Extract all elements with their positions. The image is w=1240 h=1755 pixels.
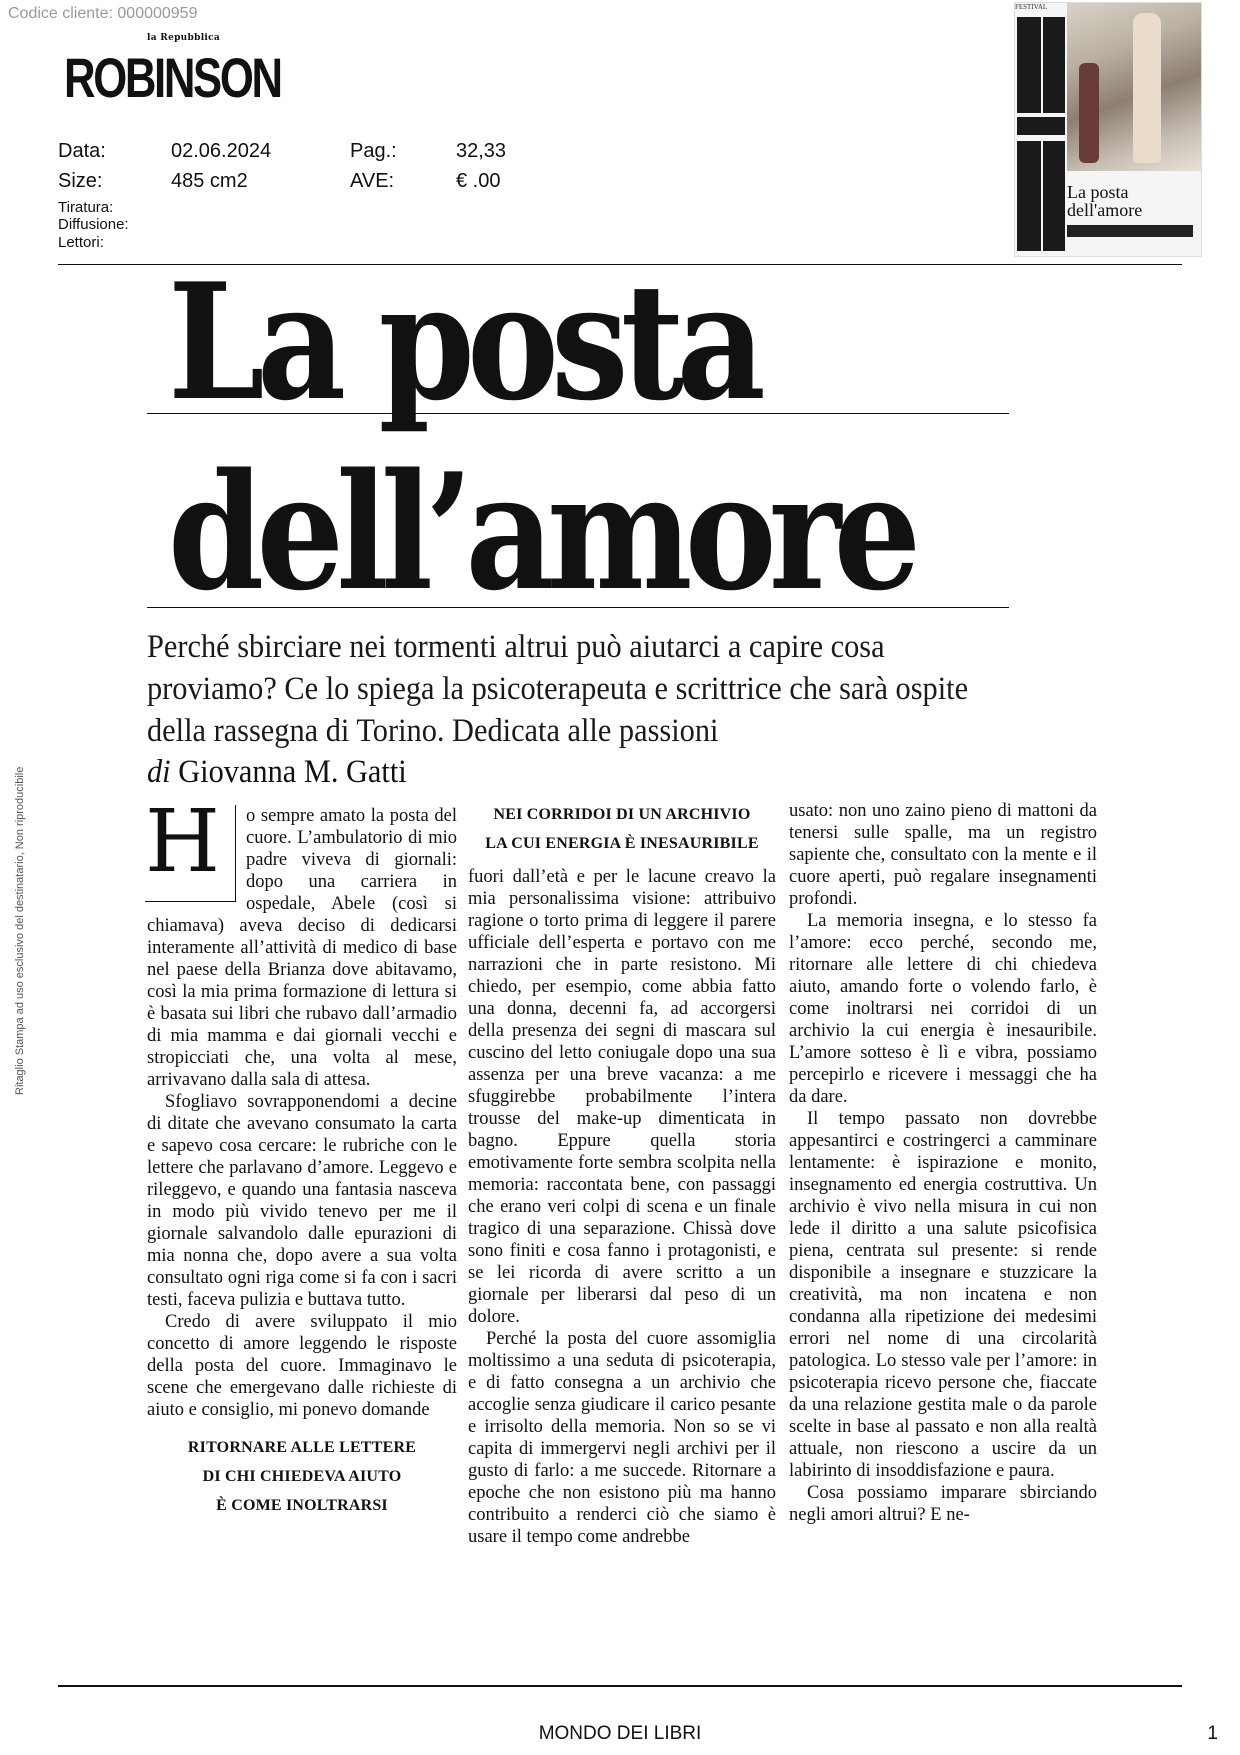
thumbnail-figure: [1079, 63, 1099, 163]
paragraph: Sfogliavo sovrapponendomi a decine di ditate che avevano consumato la carta e sapevo cosa cercare: le rubriche con le lettere che parlavano d’amore. Leggevo e rileggevo, e quando una fantasia nasceva in modo più vivido tenevo per me il giornale salvandolo dalle epurazioni di mia nonna che, dopo avere a sua volta consultato ogni riga come si fa con i sacri testi, faceva pulizia e buttava tutto.: [147, 1092, 457, 1310]
pag-value: 32,33: [456, 140, 507, 162]
article-subtitle: Perché sbirciare nei tormenti altrui può aiutarci a capire cosa proviamo? Ce lo spiega la psicoterapeuta e scrittrice che sarà ospite della rassegna di Torino. Dedicata alle passioni: [147, 629, 969, 749]
article-column-2: [468, 800, 776, 1548]
footer-rule: [58, 1685, 1182, 1687]
thumbnail-subtitle-bar: [1067, 225, 1193, 237]
paragraph: Cosa possiamo imparare sbirciando negli amori altrui? E ne-: [789, 1483, 1097, 1525]
paragraph: H o sempre amato la posta del cuore. L’ambulatorio di mio padre viveva di giornali: dopo una carriera in ospedale, Abele (così si chiamava) aveva deciso di dedicarsi interamente all’attività di medico di base nel paese della Brianza dove abitavamo, così la mia prima formazione di lettura si è basata sui libri che rubavo dall’armadio di mia mamma e dai giornali vecchi e stropicciati che, una volta al mese, arrivavano dalla sala di attesa.: [145, 792, 457, 1090]
paragraph: La memoria insegna, e lo stesso fa l’amore: ecco perché, secondo me, ritornare alle lettere di chi chiedeva aiuto, amando forte o volendo farlo, è come inoltrarsi nei corridoi di un archivio la cui energia è inesauribile. L’amore sotteso è lì e vibra, possiamo percepirlo e ricevere i messaggi che ha da dare.: [789, 911, 1097, 1107]
page-thumbnail: [1014, 2, 1202, 257]
thumbnail-column: [1017, 117, 1065, 135]
lettori-label: Lettori:: [58, 234, 104, 251]
copyright-side-note: Ritaglio Stampa ad uso esclusivo del destinatario, Non riproducibile: [14, 766, 26, 1095]
ave-label: AVE:: [350, 170, 395, 192]
data-value: 02.06.2024: [171, 140, 272, 162]
drop-cap: H: [145, 805, 236, 902]
size-value: 485 cm2: [171, 170, 248, 192]
publisher-label: la Repubblica: [147, 33, 221, 43]
headline-line-2: dell’amore: [168, 438, 914, 626]
tiratura-label: Tiratura:: [58, 199, 114, 216]
byline-prefix: di: [147, 754, 171, 790]
byline-author: Giovanna M. Gatti: [170, 754, 407, 790]
thumbnail-column: [1017, 141, 1041, 251]
paragraph: fuori dall’età e per le lacune creavo la mia personalissima visione: attribuivo ragione o torto prima di leggere il parere ufficiale dell’esperta e portavo con me narrazioni che in parte resistono. Mi chiedo, per esempio, come abbia fatto una donna, decenni fa, ad accorgersi della presenza dei segni di mascara sul cuscino del letto coniugale dopo una sua assenza per una breve vacanza: a me sfuggirebbe probabilmente l’intera trousse del make-up dimenticata in bagno. Eppure quella storia emotivamente forte sembra scolpita nella memoria: raccontata bene, con passaggi che erano veri colpi di scena e un finale tragico di una separazione. Chissà dove sono finiti e cosa fanno i protagonisti, e se lei ricorda di avere scritto a un giornale per liberarsi dal peso di un dolore.: [468, 867, 776, 1327]
thumbnail-column: [1043, 17, 1065, 113]
paragraph: Perché la posta del cuore assomiglia moltissimo a una seduta di psicoterapia, e di fatto consegna a un archivio che accoglie senza giudicare il carico pesante e irrisolto della memoria. Non so se vi capita di immergervi negli archivi per il gusto di farlo: a me succede. Ritornare a epoche che non esistono più ma hanno contribuito a renderci ciò che siamo è usare il tempo come andrebbe: [468, 1329, 776, 1547]
footer-section: MONDO DEI LIBRI: [538, 1723, 702, 1744]
article-column-1: [145, 792, 457, 1520]
paragraph: Il tempo passato non dovrebbe appesantirci e costringerci a camminare lentamente: è ispirazione e monito, insegnamento ed energia costruttiva. Un archivio è vivo nella misura in cui non lede il diritto a una salute psicofisica piena, centrata sul presente: si rende disponibile a insegnare e stuzzicare la creatività, ma non incatena e non condanna alla ripetizione dei medesimi errori nel nome di una circolarità patologica. Lo stesso vale per l’amore: in psicoterapia ricevo persone che, fiaccate da una relazione gestita male o da parole scelte in base al passato e non alla realtà attuale, non riescono a uscire da un labirinto di insoddisfazione e paura.: [789, 1109, 1097, 1481]
byline: [147, 754, 407, 791]
headline-line-1: La posta: [168, 248, 759, 436]
pag-label: Pag.:: [350, 140, 397, 162]
article-column-3: [789, 800, 1097, 1526]
thumbnail-column: [1043, 141, 1065, 251]
size-label: Size:: [58, 170, 103, 192]
ave-value: € .00: [456, 170, 501, 192]
client-code: Codice cliente: 000000959: [8, 5, 198, 22]
thumbnail-figure: [1133, 13, 1161, 163]
pull-quote: RITORNARE ALLE LETTERE DI CHI CHIEDEVA AIUTO È COME INOLTRARSI: [187, 1439, 417, 1514]
thumbnail-title: La posta dell'amore: [1067, 182, 1143, 220]
data-label: Data:: [58, 140, 106, 162]
paragraph: usato: non uno zaino pieno di mattoni da tenersi sulle spalle, ma un registro sapiente che, consultato con la mente e il cuore aperti, può regalare insegnamenti profondi.: [789, 801, 1097, 909]
pull-quote: NEI CORRIDOI DI UN ARCHIVIO LA CUI ENERGIA È INESAURIBILE: [485, 806, 759, 852]
page-number: 1: [1207, 1723, 1218, 1744]
paragraph: Credo di avere sviluppato il mio concetto di amore leggendo le risposte della posta del cuore. Immaginavo le scene che emergevano dalle richieste di aiuto e consiglio, mi ponevo domande: [147, 1312, 457, 1420]
robinson-logo: ROBINSON: [64, 46, 281, 109]
thumbnail-section: FESTIVAL: [1015, 3, 1048, 11]
thumbnail-column: [1017, 17, 1041, 113]
diffusione-label: Diffusione:: [58, 216, 129, 233]
